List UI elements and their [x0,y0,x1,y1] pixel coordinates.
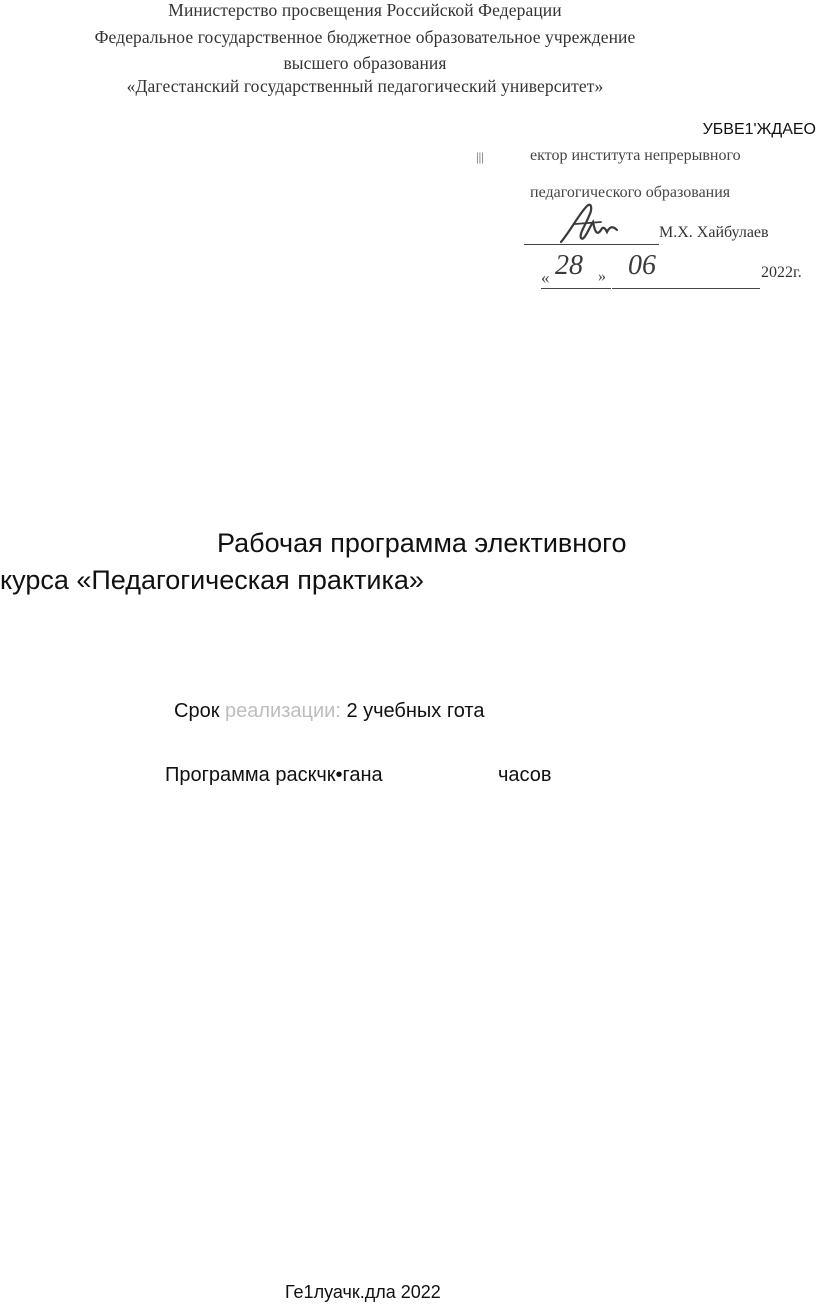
institution-level: высшего образования [283,53,447,73]
date-day-underline [541,288,611,289]
institution-type: Федеральное государственное бюджетное образовательное учреждение [94,27,636,47]
term-faded-text: реализации: [225,700,341,722]
date-month-underline [612,288,760,289]
approval-position-line2: педагогического образования [530,184,731,201]
city-year: Ге1луачк.дла 2022 [285,1282,441,1302]
approval-title: УБВЕ1'ЖДАЕО [702,121,816,138]
date-open-quote: « [541,268,550,287]
date-month: 06 [628,250,656,281]
signer-name: М.Х. Хайбулаев [659,224,769,241]
date-year: 2022г. [761,264,802,281]
hours-label: Программа раскчк•гана [165,764,383,786]
university-name: «Дагестанский государственный педагогический университет» [126,76,604,96]
approval-position-line1: ектор института непрерывного [530,147,741,164]
document-title-line2: курса «Педагогическая практика» [0,565,424,595]
date-close-quote: » [598,268,606,285]
hours-unit: часов [498,764,552,786]
term-value: 2 учебных гота [346,700,485,722]
ministry-name: Министерство просвещения Российской Федерации [168,0,562,20]
approval-mark: ||| [476,149,484,164]
date-day: 28 [555,250,583,281]
term-row [174,700,484,723]
handwritten-signature [557,200,627,253]
term-label: Срок [174,700,220,722]
document-title-line1: Рабочая программа элективного [217,528,627,558]
